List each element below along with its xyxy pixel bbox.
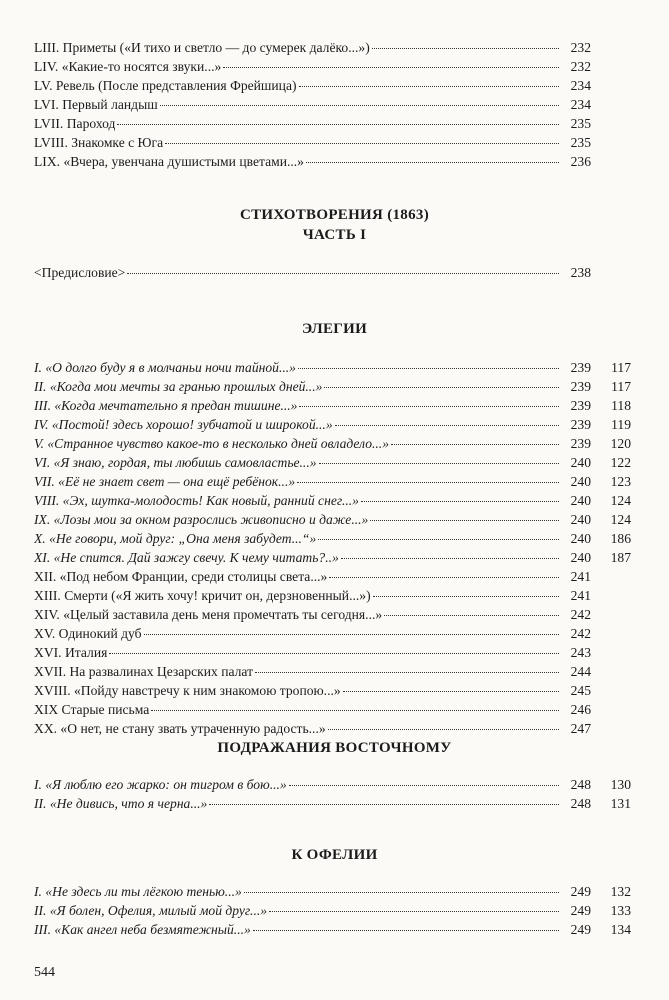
toc-page-number: 249 bbox=[570, 903, 591, 918]
dot-leader bbox=[335, 424, 559, 426]
toc-row bbox=[34, 624, 631, 643]
toc-entry-title: XIII. Смерти («Я жить хочу! кричит он, дерзновенный...») bbox=[34, 588, 371, 603]
toc-page-number: 240 bbox=[570, 512, 591, 527]
toc-page-number: 245 bbox=[570, 683, 591, 698]
toc-side-number: 122 bbox=[610, 455, 631, 470]
dot-leader bbox=[370, 519, 559, 521]
dot-leader bbox=[318, 538, 559, 540]
toc-row bbox=[34, 794, 631, 813]
toc-entry-title: I. «О долго буду я в молчаньи ночи тайной...» bbox=[34, 360, 296, 375]
toc-entry-title: XVIII. «Пойду навстречу к ним знакомою тропою...» bbox=[34, 683, 341, 698]
toc-entry-title: IX. «Лозы мои за окном разрослись живописно и даже...» bbox=[34, 512, 369, 527]
toc-page-number: 234 bbox=[570, 78, 591, 93]
toc-page-number: 242 bbox=[570, 607, 591, 622]
toc-entry-title: XIV. «Целый заставила день меня промечтать ты сегодня...» bbox=[34, 607, 383, 622]
toc-list-ophelia bbox=[34, 882, 631, 939]
dot-leader bbox=[255, 671, 559, 673]
toc-page-number: 243 bbox=[570, 645, 591, 660]
toc-side-number: 132 bbox=[610, 884, 631, 899]
toc-page-number: 249 bbox=[570, 922, 591, 937]
toc-entry-title: VIII. «Эх, шутка-молодость! Как новый, ранний снег...» bbox=[34, 493, 359, 508]
toc-row bbox=[34, 472, 631, 491]
toc-page-number: 240 bbox=[570, 531, 591, 546]
toc-entry-title: LIV. «Какие-то носятся звуки...» bbox=[34, 59, 222, 74]
toc-page-number: 238 bbox=[570, 265, 591, 280]
dot-leader bbox=[151, 709, 559, 711]
toc-row bbox=[34, 57, 631, 76]
toc-side-number: 187 bbox=[610, 550, 631, 565]
dot-leader bbox=[144, 633, 559, 635]
dot-leader bbox=[319, 462, 559, 464]
toc-page-number: 236 bbox=[570, 154, 591, 169]
toc-page-number: 242 bbox=[570, 626, 591, 641]
dot-leader bbox=[223, 66, 559, 68]
toc-entry-title: IV. «Постой! здесь хорошо! зубчатой и широкой...» bbox=[34, 417, 333, 432]
toc-side-number: 117 bbox=[611, 379, 631, 394]
main-heading-title: СТИХОТВОРЕНИЯ (1863) bbox=[240, 207, 429, 223]
toc-side-number: 120 bbox=[610, 436, 631, 451]
toc-row bbox=[34, 358, 631, 377]
toc-page-number: 232 bbox=[570, 59, 591, 74]
dot-leader bbox=[341, 557, 559, 559]
toc-page-number: 246 bbox=[570, 702, 591, 717]
toc-page-number: 239 bbox=[570, 417, 591, 432]
toc-row bbox=[34, 605, 631, 624]
toc-side-number: 186 bbox=[610, 531, 631, 546]
toc-row bbox=[34, 152, 631, 171]
toc-row bbox=[34, 38, 631, 57]
toc-page-number: 239 bbox=[570, 398, 591, 413]
toc-page-number: 241 bbox=[570, 569, 591, 584]
toc-row bbox=[34, 396, 631, 415]
toc-page-number: 241 bbox=[570, 588, 591, 603]
dot-leader bbox=[343, 690, 559, 692]
toc-row bbox=[34, 453, 631, 472]
dot-leader bbox=[328, 728, 559, 730]
toc-entry-title: LVIII. Знакомке с Юга bbox=[34, 135, 164, 150]
toc-page-number: 232 bbox=[570, 40, 591, 55]
toc-entry-title: XVII. На развалинах Цезарских палат bbox=[34, 664, 254, 679]
dot-leader bbox=[299, 85, 559, 87]
dot-leader bbox=[324, 386, 559, 388]
toc-page-number: 235 bbox=[570, 116, 591, 131]
toc-page-number: 249 bbox=[570, 884, 591, 899]
toc-entry-title: LV. Ревель (После представления Фрейшица) bbox=[34, 78, 297, 93]
toc-page-number: 248 bbox=[570, 796, 591, 811]
toc-row bbox=[34, 567, 631, 586]
dot-leader bbox=[209, 803, 559, 805]
dot-leader bbox=[306, 161, 559, 163]
dot-leader bbox=[391, 443, 559, 445]
main-heading-part: ЧАСТЬ I bbox=[302, 227, 367, 243]
toc-row bbox=[34, 643, 631, 662]
dot-leader bbox=[109, 652, 559, 654]
toc-entry-title: LVI. Первый ландыш bbox=[34, 97, 158, 112]
toc-page-number: 239 bbox=[570, 379, 591, 394]
toc-side-number: 133 bbox=[610, 903, 631, 918]
dot-leader bbox=[269, 910, 559, 912]
toc-entry-title: LIX. «Вчера, увенчана душистыми цветами...» bbox=[34, 154, 304, 169]
toc-entry-title: XVI. Италия bbox=[34, 645, 108, 660]
toc-row bbox=[34, 586, 631, 605]
toc-entry-title: LVII. Пароход bbox=[34, 116, 116, 131]
dot-leader bbox=[244, 891, 559, 893]
toc-row bbox=[34, 529, 631, 548]
toc-row bbox=[34, 882, 631, 901]
toc-row bbox=[34, 114, 631, 133]
dot-leader bbox=[299, 405, 559, 407]
toc-row bbox=[34, 681, 631, 700]
toc-row bbox=[34, 263, 631, 282]
dot-leader bbox=[329, 576, 559, 578]
toc-row bbox=[34, 377, 631, 396]
toc-page-number: 239 bbox=[570, 360, 591, 375]
toc-page-number: 239 bbox=[570, 436, 591, 451]
toc-entry-title: XV. Одинокий дуб bbox=[34, 626, 142, 641]
toc-entry-title: XX. «О нет, не стану звать утраченную радость...» bbox=[34, 721, 326, 736]
toc-row bbox=[34, 133, 631, 152]
toc-list-previous bbox=[34, 38, 631, 171]
toc-page-number: 244 bbox=[570, 664, 591, 679]
page-number: 544 bbox=[34, 965, 55, 980]
section-heading-main bbox=[0, 205, 669, 245]
toc-entry-title: LIII. Приметы («И тихо и светло — до сумерек далёко...») bbox=[34, 40, 370, 55]
toc-entry-title: <Предисловие> bbox=[34, 265, 126, 280]
section-heading-oriental: ПОДРАЖАНИЯ ВОСТОЧНОМУ bbox=[217, 740, 452, 756]
toc-entry-title: II. «Я болен, Офелия, милый мой друг...» bbox=[34, 903, 268, 918]
section-heading-ophelia: К ОФЕЛИИ bbox=[291, 847, 378, 863]
toc-row bbox=[34, 434, 631, 453]
toc-side-number: 118 bbox=[611, 398, 631, 413]
toc-page-number: 234 bbox=[570, 97, 591, 112]
toc-list-elegies bbox=[34, 358, 631, 738]
section-heading-elegies: ЭЛЕГИИ bbox=[301, 321, 368, 337]
toc-side-number: 124 bbox=[610, 493, 631, 508]
toc-entry-title: XIX Старые письма bbox=[34, 702, 150, 717]
toc-entry-title: VII. «Её не знает свет — она ещё ребёнок...» bbox=[34, 474, 296, 489]
dot-leader bbox=[160, 104, 559, 106]
toc-side-number: 117 bbox=[611, 360, 631, 375]
toc-preface bbox=[34, 263, 631, 282]
toc-entry-title: III. «Как ангел неба безмятежный...» bbox=[34, 922, 251, 937]
toc-row bbox=[34, 415, 631, 434]
toc-page-number: 248 bbox=[570, 777, 591, 792]
toc-side-number: 123 bbox=[610, 474, 631, 489]
toc-row bbox=[34, 719, 631, 738]
toc-row bbox=[34, 491, 631, 510]
toc-side-number: 134 bbox=[610, 922, 631, 937]
toc-row bbox=[34, 548, 631, 567]
toc-entry-title: XI. «Не спится. Дай зажгу свечу. К чему читать?..» bbox=[34, 550, 339, 565]
dot-leader bbox=[127, 272, 559, 274]
toc-side-number: 130 bbox=[610, 777, 631, 792]
toc-entry-title: X. «Не говори, мой друг: „Она меня забудет...“» bbox=[34, 531, 317, 546]
dot-leader bbox=[361, 500, 559, 502]
toc-row bbox=[34, 901, 631, 920]
dot-leader bbox=[117, 123, 559, 125]
toc-row bbox=[34, 510, 631, 529]
dot-leader bbox=[384, 614, 559, 616]
toc-page-number: 235 bbox=[570, 135, 591, 150]
toc-page-number: 240 bbox=[570, 493, 591, 508]
dot-leader bbox=[297, 481, 559, 483]
toc-entry-title: II. «Когда мои мечты за гранью прошлых дней...» bbox=[34, 379, 323, 394]
toc-list-oriental bbox=[34, 775, 631, 813]
dot-leader bbox=[298, 367, 559, 369]
toc-entry-title: XII. «Под небом Франции, среди столицы света...» bbox=[34, 569, 328, 584]
dot-leader bbox=[372, 47, 559, 49]
toc-row bbox=[34, 920, 631, 939]
toc-entry-title: III. «Когда мечтательно я предан тишине...» bbox=[34, 398, 298, 413]
toc-page-number: 247 bbox=[570, 721, 591, 736]
toc-row bbox=[34, 700, 631, 719]
toc-row bbox=[34, 76, 631, 95]
toc-entry-title: V. «Странное чувство какое-то в несколько дней овладело...» bbox=[34, 436, 390, 451]
toc-entry-title: I. «Я люблю его жарко: он тигром в бою...» bbox=[34, 777, 287, 792]
toc-entry-title: II. «Не дивись, что я черна...» bbox=[34, 796, 208, 811]
dot-leader bbox=[165, 142, 559, 144]
toc-row bbox=[34, 662, 631, 681]
dot-leader bbox=[253, 929, 559, 931]
toc-side-number: 131 bbox=[610, 796, 631, 811]
dot-leader bbox=[373, 595, 559, 597]
toc-page-number: 240 bbox=[570, 474, 591, 489]
toc-side-number: 124 bbox=[610, 512, 631, 527]
toc-page-number: 240 bbox=[570, 550, 591, 565]
toc-entry-title: VI. «Я знаю, гордая, ты любишь самовластье...» bbox=[34, 455, 317, 470]
toc-page-number: 240 bbox=[570, 455, 591, 470]
toc-row bbox=[34, 95, 631, 114]
toc-entry-title: I. «Не здесь ли ты лёгкою тенью...» bbox=[34, 884, 242, 899]
toc-row bbox=[34, 775, 631, 794]
dot-leader bbox=[289, 784, 559, 786]
toc-side-number: 119 bbox=[611, 417, 631, 432]
